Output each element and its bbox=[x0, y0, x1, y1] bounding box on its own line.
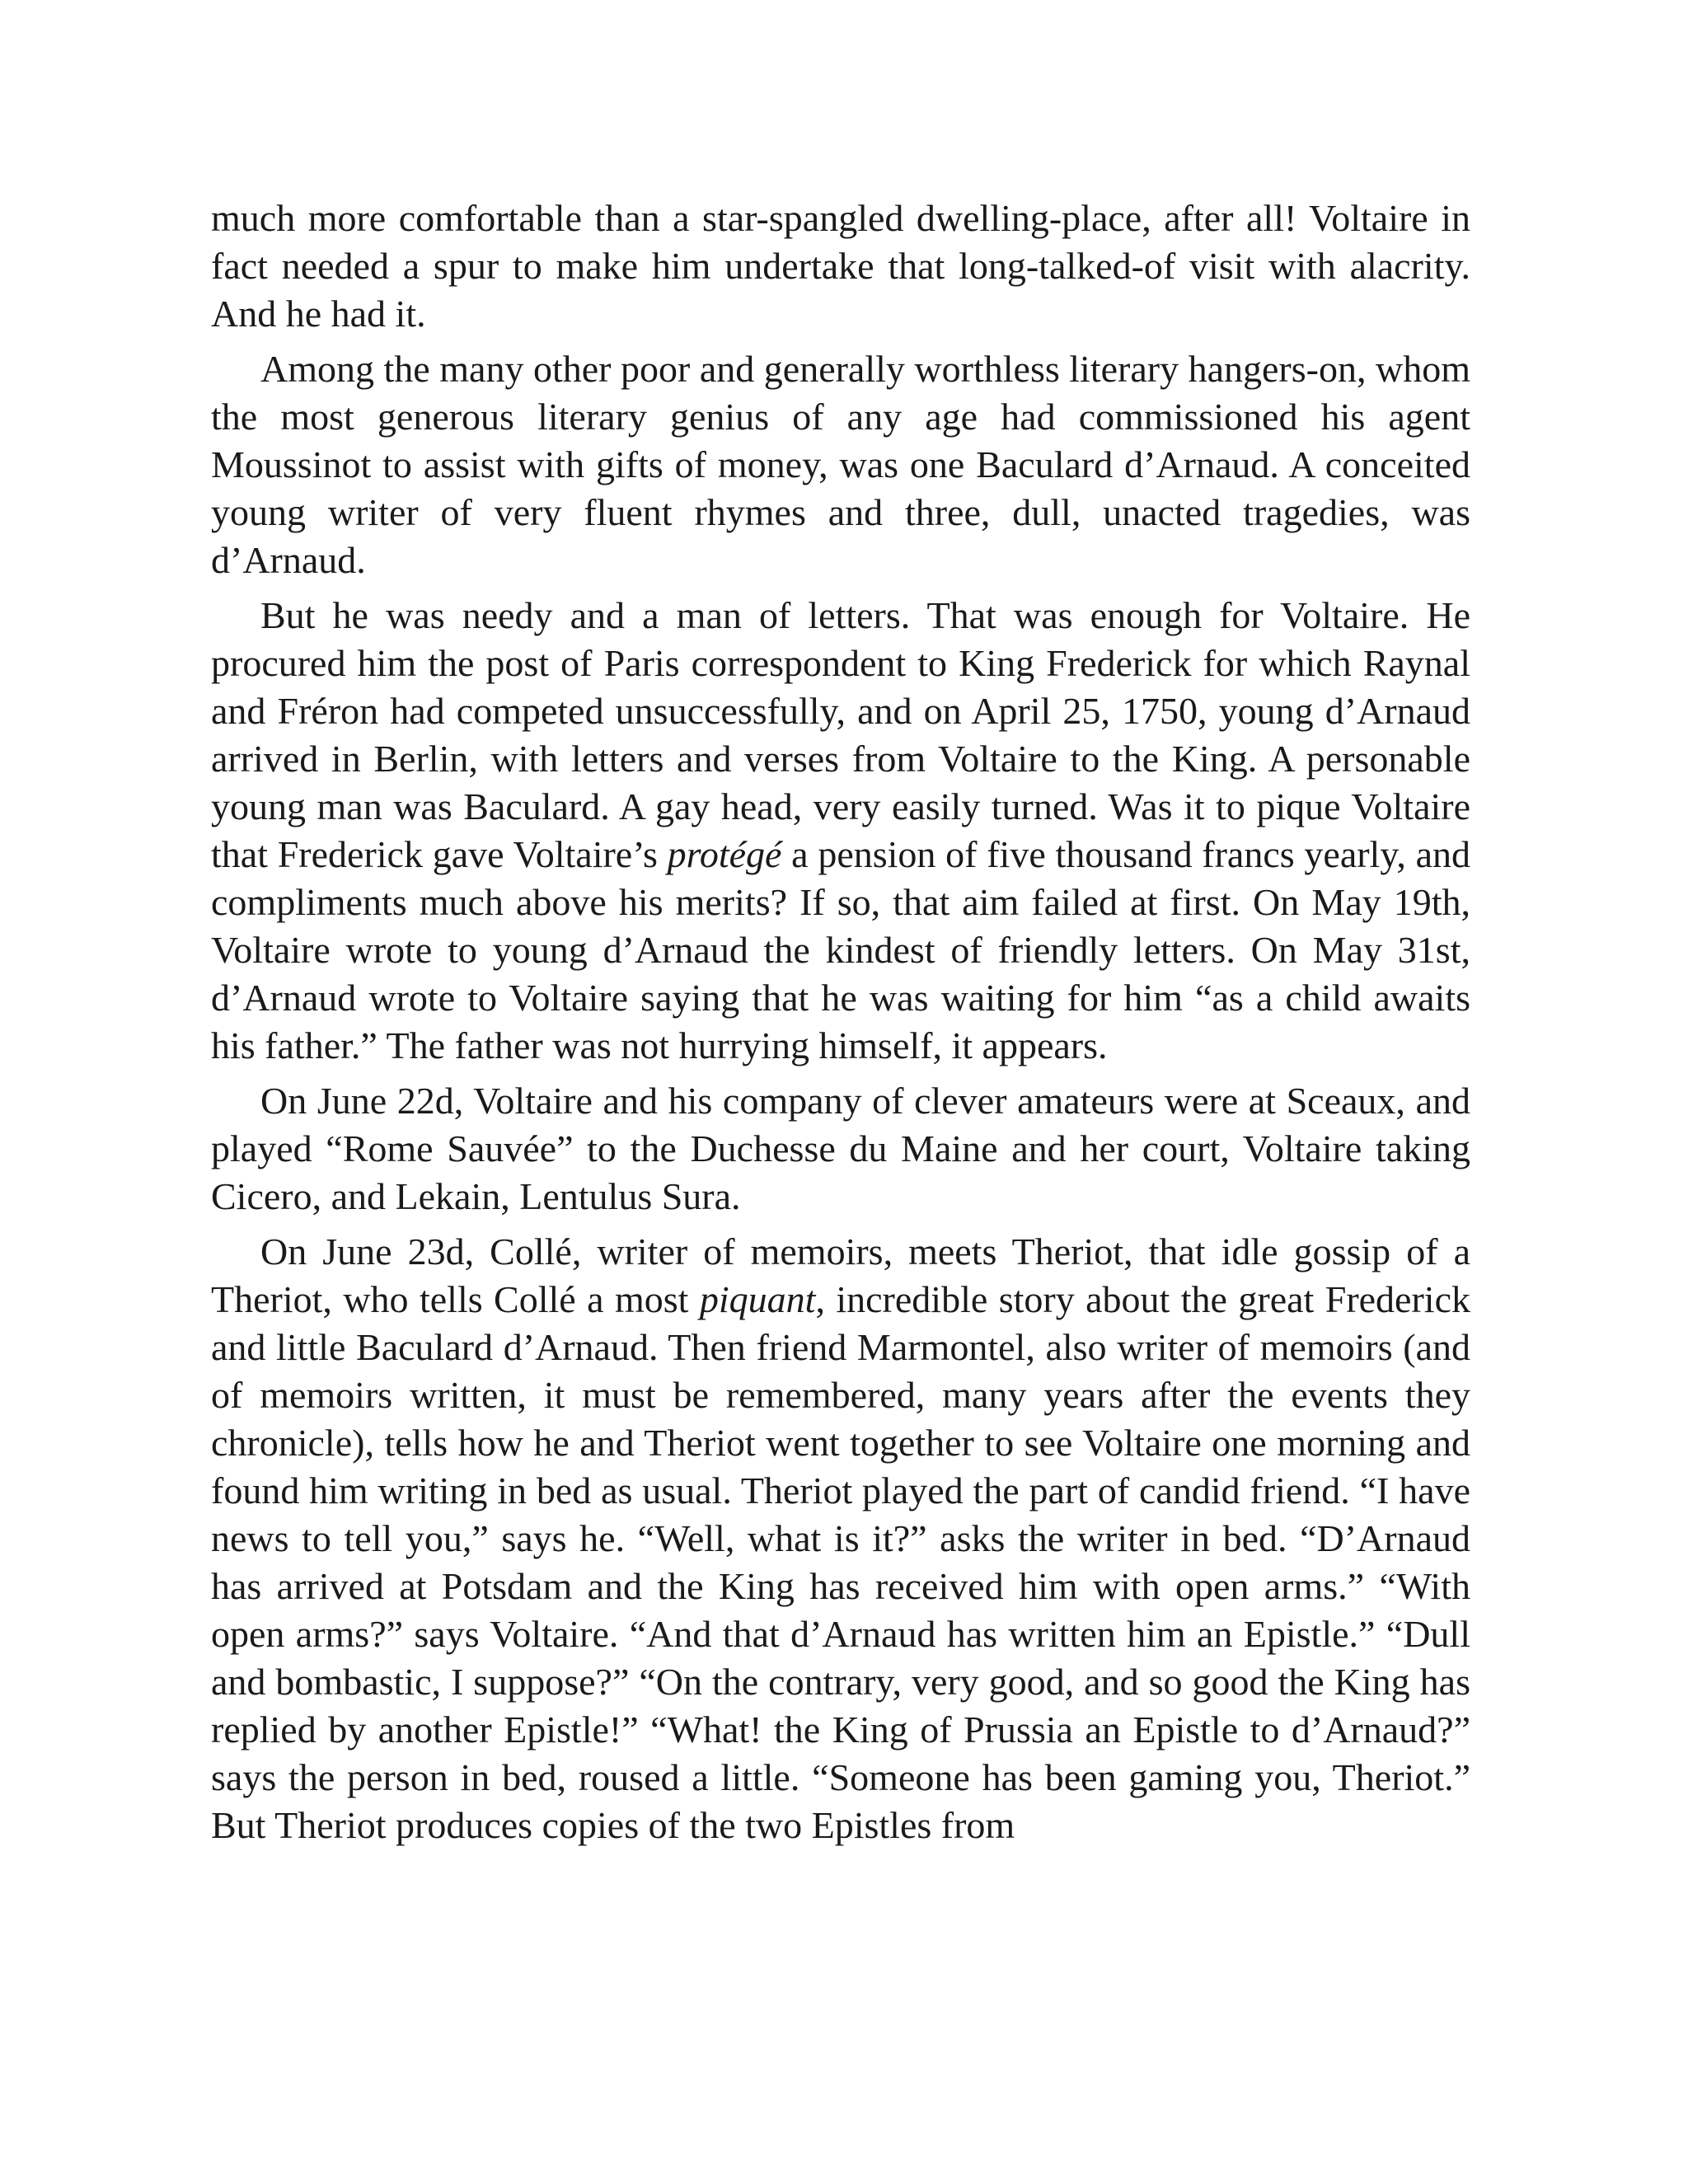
paragraph-2-text: Among the many other poor and generally worthless literary hangers-on, whom the most generous literary genius of any age had commissioned his agent Moussinot to assist with gifts of money, was one Baculard d’Arnaud. A conceited young writer of very fluent rhymes and three, dull, unacted tragedies, was d’Arnaud. bbox=[211, 348, 1470, 581]
paragraph-3-italic: protégé bbox=[667, 833, 782, 875]
paragraph-3-text-b: a pension of five thousand francs yearly, and compliments much above his merits? If so, that aim failed at first. On May 19th, Voltaire wrote to young d’Arnaud the kindest of friendly letters. On May 31st, d’Arnaud wrote to Voltaire saying that he was waiting for him “as a child awaits his father.” The father was not hurrying himself, it appears. bbox=[211, 833, 1471, 1066]
paragraph-5-text-b: , incredible story about the great Frederick and little Baculard d’Arnaud. Then friend Marmontel, also writer of memoirs (and of memoirs written, it must be remembered, many years after the events they chronicle), tells how he and Theriot went together to see Voltaire one morning and found him writing in bed as usual. Theriot played the part of candid friend. “I have news to tell you,” says he. “Well, what is it?” asks the writer in bed. “D’Arnaud has arrived at Potsdam and the King has received him with open arms.” “With open arms?” says Voltaire. “And that d’Arnaud has written him an Epistle.” “Dull and bombastic, I suppose?” “On the contrary, very good, and so good the King has replied by another Epistle!” “What! the King of Prussia an Epistle to d’Arnaud?” says the person in bed, roused a little. “Someone has been gaming you, Theriot.” But Theriot produces copies of the two Epistles from bbox=[211, 1278, 1470, 1846]
paragraph-3-text-a: But he was needy and a man of letters. That was enough for Voltaire. He procured him the post of Paris correspondent to King Frederick for which Raynal and Fréron had competed unsuccessfully, and on April 25, 1750, young d’Arnaud arrived in Berlin, with letters and verses from Voltaire to the King. A personable young man was Baculard. A gay head, very easily turned. Was it to pique Voltaire that Frederick gave Voltaire’s bbox=[211, 594, 1470, 875]
paragraph-5 bbox=[211, 1228, 1470, 1849]
paragraph-2 bbox=[211, 345, 1470, 584]
page-body bbox=[211, 194, 1470, 1857]
paragraph-4-text: On June 22d, Voltaire and his company of clever amateurs were at Sceaux, and played “Rome Sauvée” to the Duchesse du Maine and her court, Voltaire taking Cicero, and Lekain, Lentulus Sura. bbox=[211, 1080, 1470, 1217]
paragraph-5-italic: piquant bbox=[699, 1278, 816, 1320]
paragraph-3 bbox=[211, 592, 1470, 1070]
paragraph-1 bbox=[211, 194, 1470, 338]
paragraph-1-text: much more comfortable than a star-spangled dwelling-place, after all! Voltaire in fact needed a spur to make him undertake that long-talked-of visit with alacrity. And he had it. bbox=[211, 197, 1470, 335]
paragraph-5-text-a: On June 23d, Collé, writer of memoirs, meets Theriot, that idle gossip of a Theriot, who tells Collé a most bbox=[211, 1230, 1470, 1320]
paragraph-4 bbox=[211, 1077, 1470, 1221]
